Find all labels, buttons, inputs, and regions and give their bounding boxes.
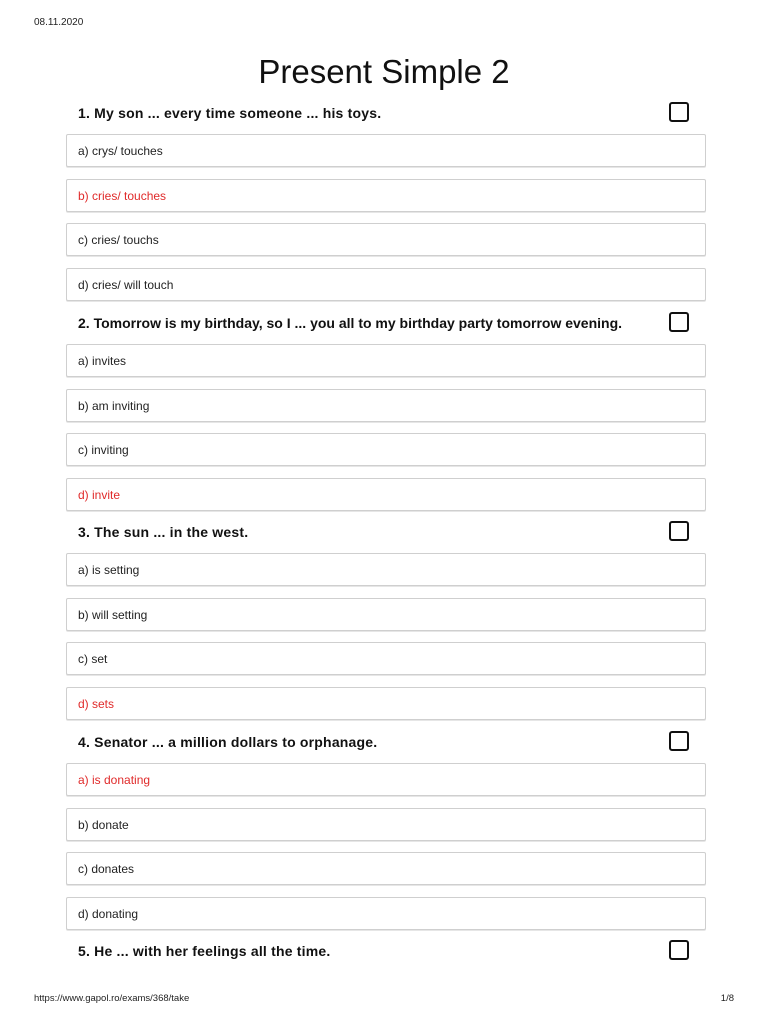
page-title: Present Simple 2 <box>258 53 510 90</box>
answer-label: d) cries/ will touch <box>78 277 174 292</box>
answer-label: c) set <box>78 652 108 667</box>
answer-label: d) sets <box>78 696 115 711</box>
answer-option[interactable] <box>66 642 706 675</box>
question-text: 1. My son ... every time someone ... his toys. <box>78 105 382 121</box>
question-5 <box>66 942 706 972</box>
question-text: 4. Senator ... a million dollars to orphanage. <box>78 734 378 750</box>
answer-option[interactable] <box>66 223 706 256</box>
question-1 <box>66 104 706 312</box>
print-date: 08.11.2020 <box>34 17 84 28</box>
question-text: 2. Tomorrow is my birthday, so I ... you all to my birthday party tomorrow evening. <box>78 315 623 331</box>
answer-option[interactable] <box>66 268 706 301</box>
answer-option[interactable] <box>66 852 706 885</box>
footer-url: https://www.gapol.ro/exams/368/take <box>34 993 190 1004</box>
question-text: 5. He ... with her feelings all the time. <box>78 943 331 959</box>
question-4 <box>66 733 706 941</box>
answer-label: b) donate <box>78 817 129 832</box>
answer-label: a) crys/ touches <box>78 144 163 158</box>
question-checkbox[interactable] <box>669 731 689 751</box>
question-checkbox[interactable] <box>669 312 689 332</box>
question-text: 3. The sun ... in the west. <box>78 524 249 540</box>
question-checkbox[interactable] <box>669 102 689 122</box>
answer-option[interactable] <box>66 598 706 631</box>
question-checkbox[interactable] <box>669 940 689 960</box>
answer-label: d) donating <box>78 906 139 921</box>
question-2 <box>66 314 706 522</box>
answer-label: c) inviting <box>78 443 129 458</box>
answer-label: b) will setting <box>78 607 148 622</box>
answer-option[interactable] <box>66 134 706 167</box>
answer-label: a) is donating <box>78 773 151 787</box>
answer-option[interactable] <box>66 553 706 586</box>
answer-label: a) invites <box>78 354 127 368</box>
answer-label: b) cries/ touches <box>78 188 167 203</box>
answer-label: c) cries/ touchs <box>78 233 159 248</box>
answer-option[interactable] <box>66 344 706 377</box>
answer-label: d) invite <box>78 487 121 502</box>
answer-option-correct[interactable] <box>66 478 706 511</box>
page-number: 1/8 <box>720 993 734 1004</box>
answer-option[interactable] <box>66 897 706 930</box>
answer-option-correct[interactable] <box>66 763 706 796</box>
answer-option[interactable] <box>66 808 706 841</box>
answer-option[interactable] <box>66 389 706 422</box>
answer-option-correct[interactable] <box>66 687 706 720</box>
question-checkbox[interactable] <box>669 521 689 541</box>
answer-option-correct[interactable] <box>66 179 706 212</box>
answer-option[interactable] <box>66 433 706 466</box>
answer-label: a) is setting <box>78 563 140 577</box>
question-3 <box>66 523 706 731</box>
answer-label: b) am inviting <box>78 398 150 413</box>
answer-label: c) donates <box>78 862 135 877</box>
